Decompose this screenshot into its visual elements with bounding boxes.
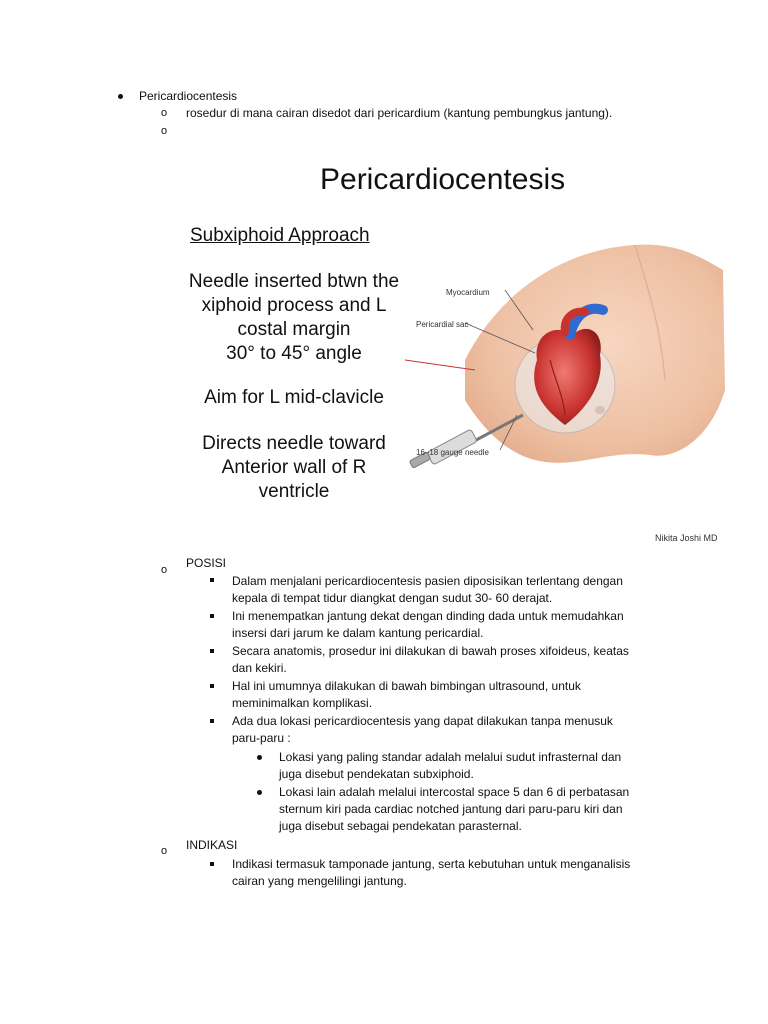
label-needle: 16–18 gauge needle [416, 448, 489, 457]
bullet-square [210, 719, 214, 723]
figure-line: 30° to 45° angle [226, 343, 362, 364]
figure-line: Needle inserted btwn the [188, 271, 400, 292]
bullet-dot [118, 94, 123, 99]
bullet-dot [257, 790, 262, 795]
posisi-heading: POSISI [186, 556, 227, 570]
label-myocardium: Myocardium [446, 288, 490, 297]
label-pericardial-sac: Pericardial sac [416, 320, 469, 329]
posisi-line: meminimalkan komplikasi. [232, 696, 373, 710]
figure-title: Pericardiocentesis [320, 163, 566, 196]
bullet-square [210, 862, 214, 866]
figure-text-block-2 [174, 386, 414, 410]
bullet-square [210, 578, 214, 582]
bullet-square [210, 614, 214, 618]
posisi-line: Dalam menjalani pericardiocentesis pasien diposisikan terlentang dengan [232, 574, 623, 588]
indikasi-line: Indikasi termasuk tamponade jantung, serta kebutuhan untuk menganalisis [232, 857, 631, 871]
posisi-line: dan kekiri. [232, 661, 287, 675]
torso-heart-illustration [405, 210, 735, 540]
top-bullet-text: Pericardiocentesis [139, 89, 238, 103]
figure-subtitle: Subxiphoid Approach [190, 225, 370, 246]
figure-line: xiphoid process and L [201, 295, 387, 316]
bullet-circle: o [161, 125, 168, 137]
posisi-line: Secara anatomis, prosedur ini dilakukan di bawah proses xifoideus, keatas [232, 644, 629, 658]
lokasi-line: juga disebut sebagai pendekatan parasternal. [279, 819, 522, 833]
bullet-dot [257, 755, 262, 760]
figure-line: Aim for L mid-clavicle [204, 387, 384, 408]
posisi-line: paru-paru : [232, 731, 291, 745]
figure-line: ventricle [258, 481, 330, 502]
bullet-circle: o [161, 845, 168, 857]
figure-text-block-3 [174, 432, 414, 504]
figure-text-block-1 [174, 270, 414, 366]
bullet-circle: o [161, 107, 168, 119]
definition-text: rosedur di mana cairan disedot dari pericardium (kantung pembungkus jantung). [186, 106, 613, 120]
pericardiocentesis-figure [160, 150, 735, 550]
figure-line: Directs needle toward [202, 433, 386, 454]
figure-credit: Nikita Joshi MD [655, 533, 718, 543]
figure-line: costal margin [237, 319, 351, 340]
figure-line: Anterior wall of R [221, 457, 367, 478]
indikasi-heading: INDIKASI [186, 838, 238, 852]
lokasi-line: sternum kiri pada cardiac notched jantung dari paru-paru kiri dan [279, 802, 623, 816]
posisi-line: Hal ini umumnya dilakukan di bawah bimbingan ultrasound, untuk [232, 679, 581, 693]
lokasi-line: Lokasi yang paling standar adalah melalui sudut infrasternal dan [279, 750, 622, 764]
posisi-line: insersi dari jarum ke dalam kantung pericardial. [232, 626, 484, 640]
lokasi-line: Lokasi lain adalah melalui intercostal space 5 dan 6 di perbatasan [279, 785, 630, 799]
indikasi-line: cairan yang mengelilingi jantung. [232, 874, 407, 888]
bullet-circle: o [161, 564, 168, 576]
posisi-line: Ini menempatkan jantung dekat dengan dinding dada untuk memudahkan [232, 609, 624, 623]
posisi-line: kepala di tempat tidur diangkat dengan sudut 30- 60 derajat. [232, 591, 553, 605]
posisi-line: Ada dua lokasi pericardiocentesis yang dapat dilakukan tanpa menusuk [232, 714, 613, 728]
lokasi-line: juga disebut pendekatan subxiphoid. [279, 767, 474, 781]
bullet-square [210, 684, 214, 688]
bullet-square [210, 649, 214, 653]
